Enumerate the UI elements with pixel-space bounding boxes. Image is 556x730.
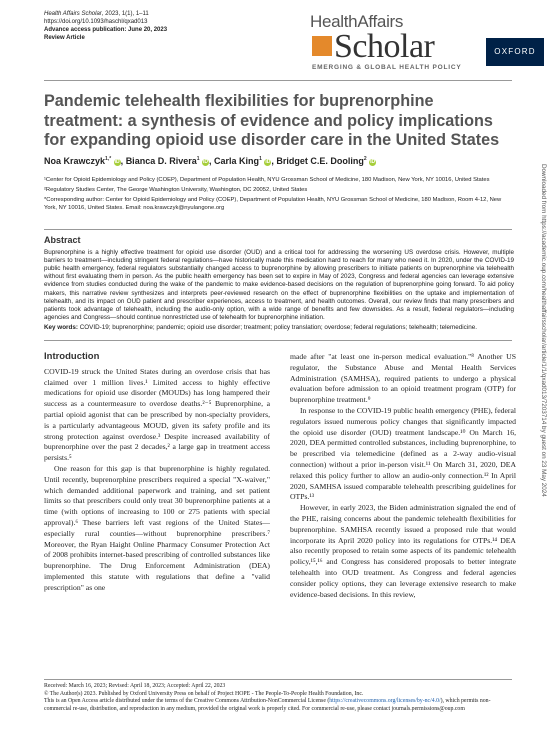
section-heading: Introduction	[44, 351, 100, 362]
logo-tagline: EMERGING & GLOBAL HEALTH POLICY	[312, 64, 462, 71]
paragraph: made after "at least one in-person medical evaluation."⁸ Another US regulator, the Substance Abuse and Mental Health Services Administration (SAMHSA), required patients to undergo a physical evaluation before admission to an opioid treatment program (OTP) for buprenorphine treatment.⁹	[290, 352, 516, 405]
author-name: Carla King	[214, 156, 260, 166]
affiliation: ¹Center for Opioid Epidemiology and Policy (COEP), Department of Population Health, NYU Grossman School of Medicine, 180 Madison, New York, NY 10016, United States	[44, 177, 490, 183]
download-watermark	[538, 164, 548, 594]
abstract-heading: Abstract	[44, 235, 81, 245]
author-name: Bridget C.E. Dooling	[276, 156, 364, 166]
orcid-icon[interactable]: iD	[203, 159, 209, 165]
author-list: Noa Krawczyk$^{1,*}$ iD, Bianca D. Rivera$^1$ iD, Carla King$^1$ iD, Bridget C.E. Dooling$^2$ iD	[44, 156, 376, 166]
abstract-text: Buprenorphine is a highly effective treatment for opioid use disorder (OUD) and a critical tool for addressing the worsening US overdose crisis. However, multiple barriers to treatment—including stringent federal regulations—have historically made this medication hard to reach for many who need it. In 2020, under the COVID-19 public health emergency, federal regulators substantially changed access to buprenorphine by allowing prescribers to initiate patients on buprenorphine via telehealth without first evaluating them in person. As the public health emergency has been set to expire in May of 2023, Congress and federal agencies can leverage extensive evidence from studies conducted during the wake of the pandemic to make evidence-based decisions on the regulation of buprenorphine going forward. To aid policy makers, this narrative review synthesizes and interprets peer-reviewed research on the effect of buprenorphine flexibilities on the uptake and implementation of telehealth, and its impact on OUD patient and prescriber experiences, access to treatment, and health outcomes. Overall, our review finds that many prescribers and patients took advantage of telehealth, including the audio-only option, with a wide range of benefits and few downsides. As a result, federal regulators—including agencies and Congress—should continue nonrestricted use of telehealth for buprenorphine initiation.	[44, 249, 514, 321]
orcid-icon[interactable]: iD	[370, 159, 376, 165]
logo-square-icon	[312, 36, 332, 56]
affiliations	[44, 176, 514, 214]
author-name: Bianca D. Rivera	[125, 156, 197, 166]
publisher-logo: OXFORD	[486, 38, 544, 66]
keywords: Key words: COVID-19; buprenorphine; pandemic; opioid use disorder; treatment; policy translation; overdose; federal regulations; telehealth; telemedicine.	[44, 323, 477, 331]
license: This is an Open Access article distributed under the terms of the Creative Commons Attribution-NonCommercial License (https://creativecommons.org/licenses/by-nc/4.0/), which permits non-commercial re-use, distribution, and reproduction in any medium, provided the original work is properly cited. For commercial re-use, please contact journals.permissions@oup.com	[44, 698, 491, 712]
article-title: Pandemic telehealth flexibilities for buprenorphine treatment: a synthesis of evidence and policy implications for expanding opioid use disorder care in the United States	[44, 92, 500, 149]
body-left-column	[44, 352, 270, 594]
citation: , 2023, 1(1), 1–11	[101, 11, 149, 17]
download-note: Downloaded from https://academic.oup.com/healthaffairsscholar/article/1/1/qxad013/7203714 by guest on 23 May 2024	[540, 164, 547, 497]
license-link[interactable]: https://creativecommons.org/licenses/by-nc/4.0/	[329, 698, 441, 705]
footer-divider	[44, 679, 512, 680]
article-type: Review Article	[44, 35, 85, 41]
journal-name: Health Affairs Scholar	[44, 11, 102, 17]
journal-logo	[310, 12, 480, 74]
orcid-icon[interactable]: iD	[265, 159, 271, 165]
abstract-top-divider	[44, 229, 512, 230]
author-name: Noa Krawczyk	[44, 156, 106, 166]
abstract-bottom-divider	[44, 340, 512, 341]
paragraph: However, in early 2023, the Biden administration signaled the end of the PHE, raising concerns about the pandemic telehealth flexibilities for buprenorphine. SAMHSA recently issued a proposed rule that would incorporate its April 2020 policy into its regulations for OTPs.¹⁴ DEA also recently proposed to retain some aspects of its pandemic telehealth policy,¹⁵,¹⁶ and Congress has considered proposals to better integrate telehealth into OUD treatment. As Congress and federal agencies consider policy options, they can leverage extensive research to make evidence-based decisions. In this review,	[290, 503, 516, 599]
copyright: © The Author(s) 2023. Published by Oxford University Press on behalf of Project HOPE - The People-To-People Health Foundation, Inc.	[44, 690, 364, 697]
corresponding-author: *Corresponding author: Center for Opioid Epidemiology and Policy (COEP), Department of Population Health, NYU Grossman School of Medicine, 180 Madison, Room 4-12, New York, NY 10016, United States. Email: noa.krawczyk@nyulangone.org	[44, 197, 502, 211]
paragraph: One reason for this gap is that buprenorphine is highly regulated. Until recently, buprenorphine prescribers required a special "X-waiver," which demanded additional paperwork and training, and set patient limits so that prescribers could only treat 30 buprenorphine patients at a time (with options of increasing to 100 or 275 patients with special approval).⁶ These barriers left vast regions of the United States—especially rural counties—without buprenorphine prescribers.⁷ Moreover, the Ryan Haight Online Pharmacy Consumer Protection Act of 2008 prohibits internet-based prescribing of controlled substances like buprenorphine. The Drug Enforcement Administration (DEA) implemented this statute with regulations that define a "valid prescription" as one	[44, 463, 270, 592]
abstract-section	[44, 236, 514, 332]
logo-top-text: HealthAffairs	[310, 12, 404, 31]
affiliation: ²Regulatory Studies Center, The George Washington University, Washington, DC 20052, United States	[44, 187, 308, 193]
paragraph: COVID-19 struck the United States during an overdose crisis that has claimed over 1 million lives.¹ Limited access to highly effective medications for opioid use disorder (MOUDs) has long hampered their success as a countermeasure to overdose deaths.²⁻⁵ Buprenorphine, a partial opioid agonist that can be prescribed by non-specialty providers, is a particularly advantageous MOUD, given its safety profile and its strong protection against overdose.³ Despite increased availability of buprenorphine over the past 2 decades,² a large gap in treatment access persists.⁵	[44, 366, 270, 463]
body-right-column	[290, 352, 516, 600]
footer	[44, 683, 514, 713]
header-divider	[44, 80, 512, 81]
article-meta	[44, 10, 167, 42]
logo-main-text: Scholar	[334, 28, 435, 65]
doi-link[interactable]: https://doi.org/10.1093/haschl/qxad013	[44, 19, 148, 25]
paragraph: In response to the COVID-19 public health emergency (PHE), federal regulators issued numerous policy changes that significantly impacted the opioid use disorder (OUD) treatment landscape.¹⁰ On March 16, 2020, DEA permitted controlled substances, including buprenorphine, to be prescribed via telemedicine (defined as a 2-way audio-visual connection) without a prior in-person visit.¹¹ On March 31, 2020, DEA relaxed this policy further to allow an audio-only connection.¹² In April 2020, SAMHSA issued comparable telehealth prescribing guidelines for OTPs.¹³	[290, 405, 516, 502]
dates: Received: March 16, 2023; Revised: April 18, 2023; Accepted: April 22, 2023	[44, 683, 226, 689]
advance-date: Advance access publication: June 20, 2023	[44, 27, 168, 33]
orcid-icon[interactable]: iD	[114, 159, 120, 165]
